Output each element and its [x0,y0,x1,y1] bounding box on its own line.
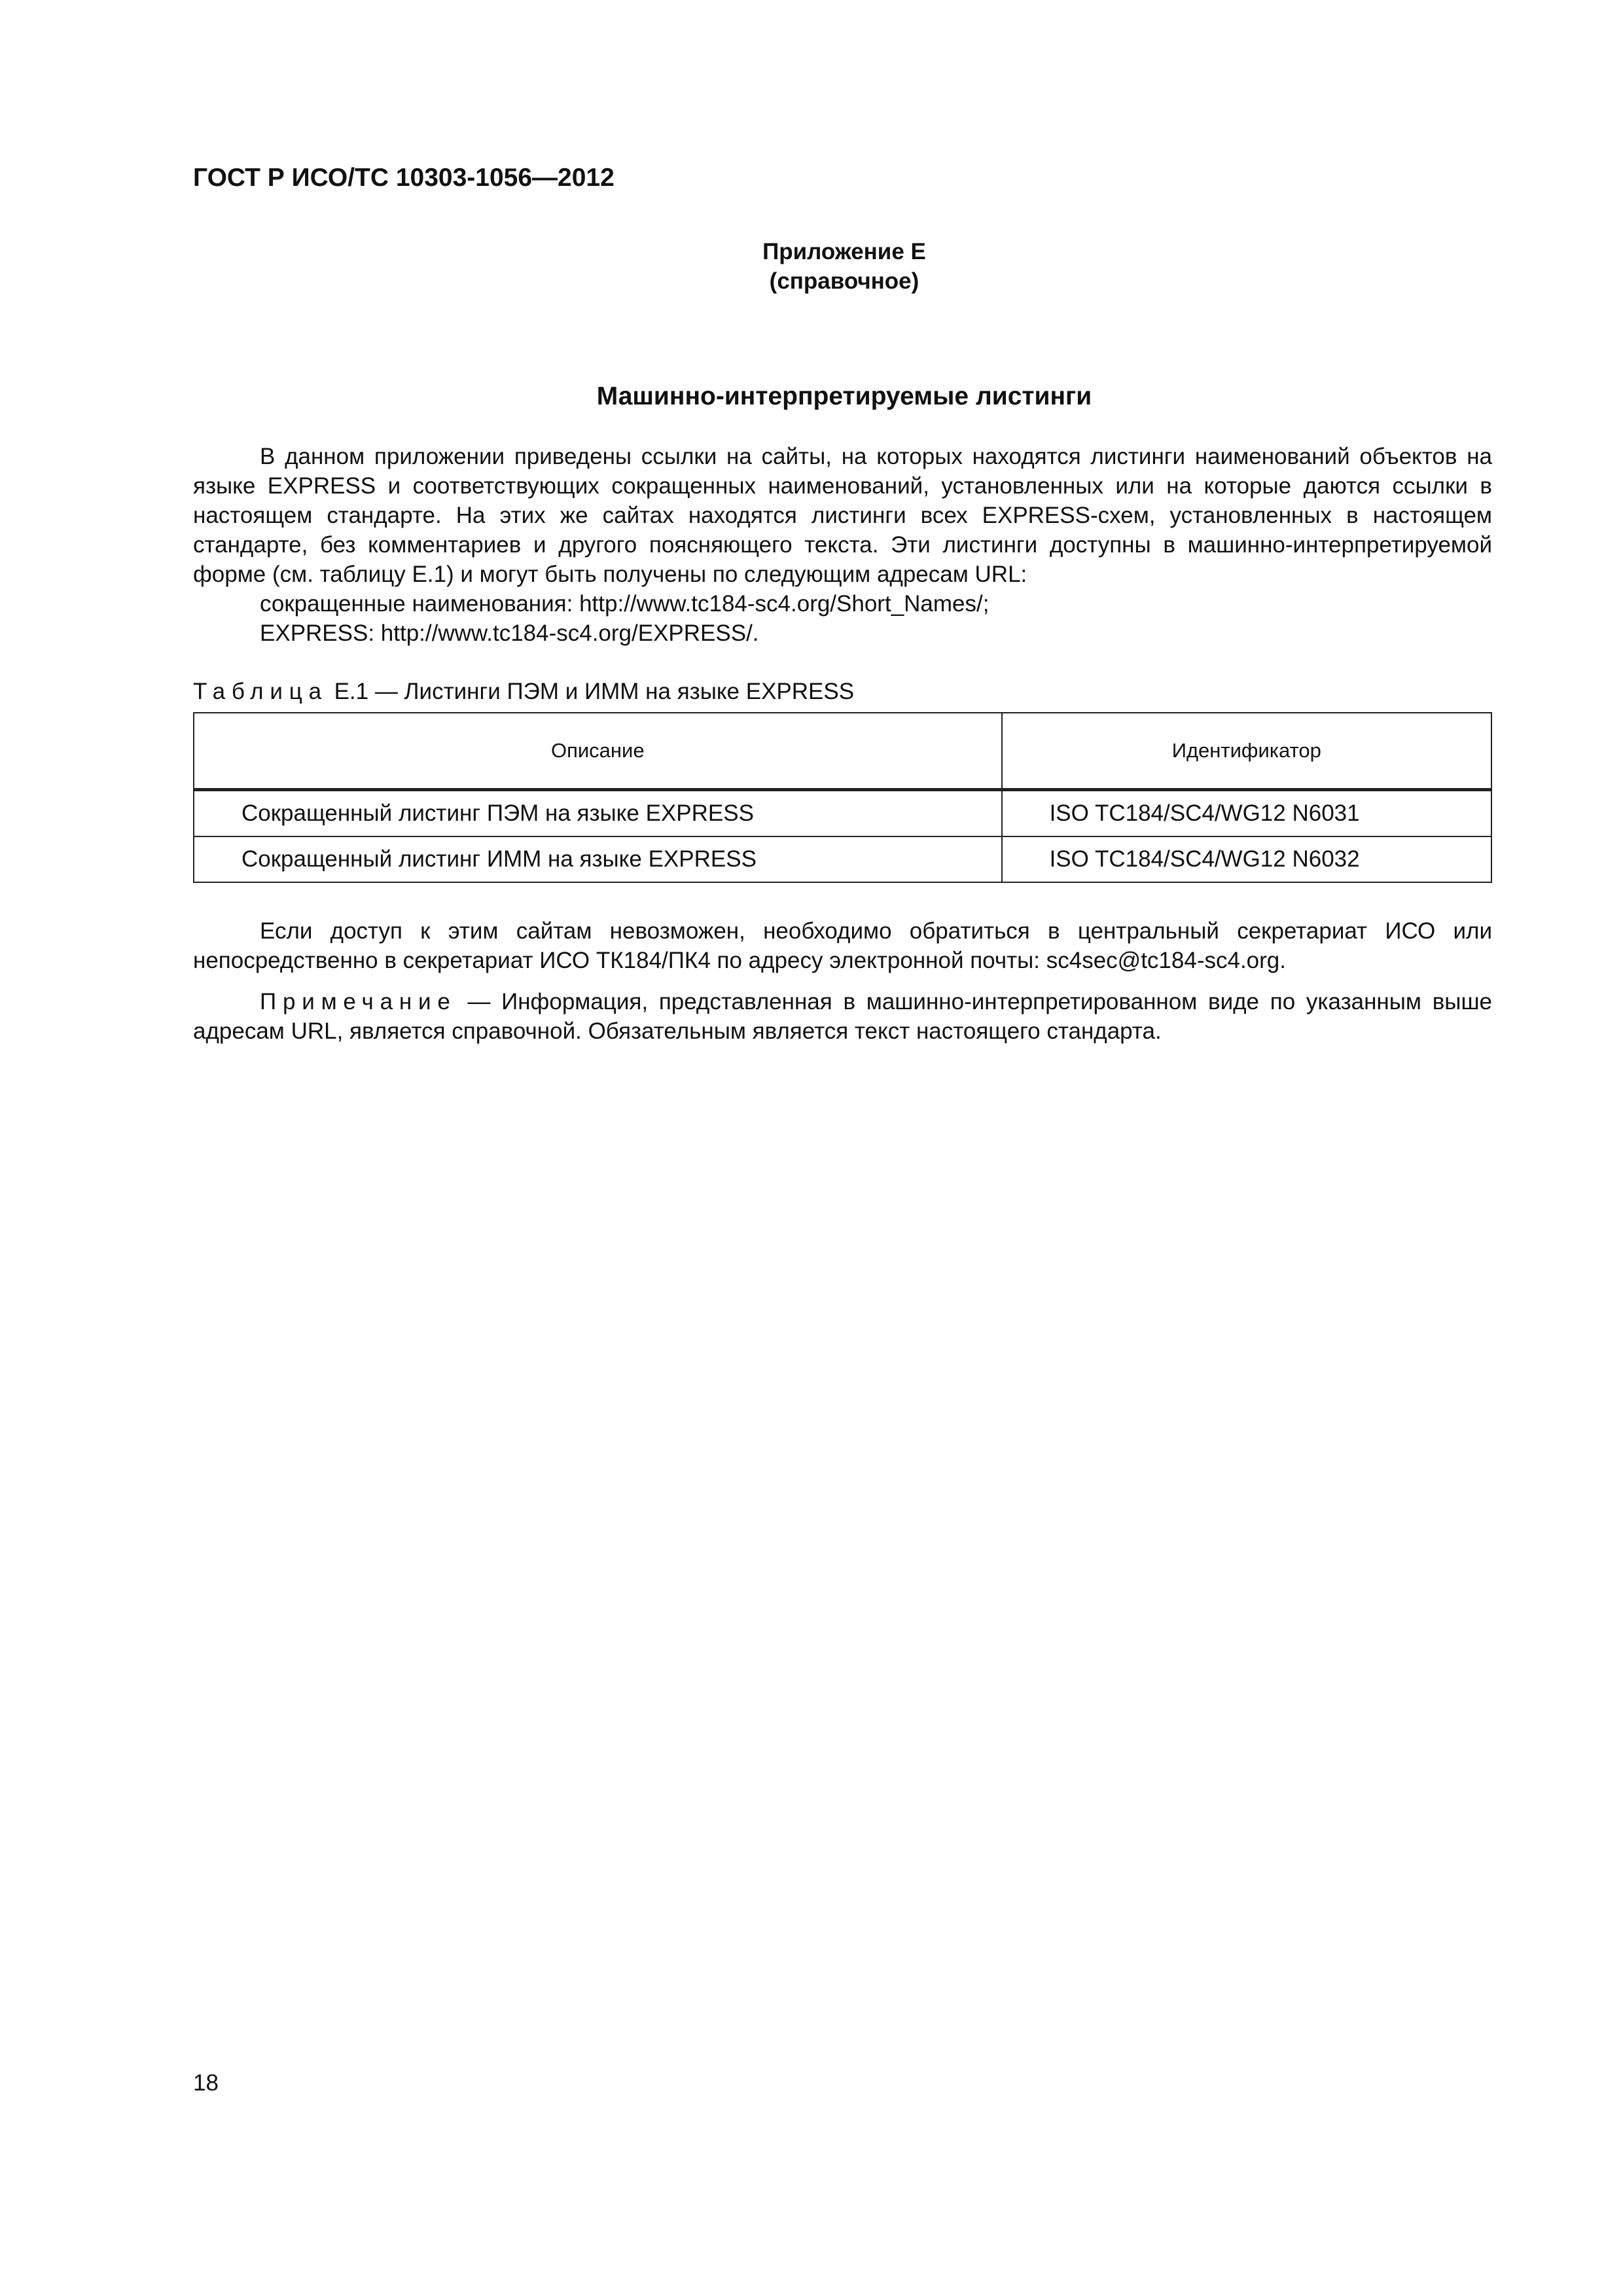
table-row [194,836,1491,882]
document-code: ГОСТ Р ИСО/ТС 10303-1056—2012 [193,164,615,192]
cell-description: Сокращенный листинг ПЭМ на языке EXPRESS [194,790,1002,837]
listing-table [193,712,1492,883]
cell-identifier: ISO TC184/SC4/WG12 N6031 [1002,790,1491,837]
section-title: Машинно-интерпретируемые листинги [596,382,1092,410]
cell-identifier: ISO TC184/SC4/WG12 N6032 [1002,836,1491,882]
url-express: EXPRESS: http://www.tc184-sc4.org/EXPRESS/. [260,620,759,646]
access-paragraph: Если доступ к этим сайтам невозможен, необходимо обратиться в центральный секретариат ИСО или непосредственно в секретариат ИСО ТК184/ПК4 по адресу электронной почты: sc4sec@tc184-sc4.org. [193,918,1492,973]
note-label: Примечание [260,989,457,1014]
table-caption-prefix: Таблица [193,679,328,704]
column-header-identifier: Идентификатор [1002,713,1491,790]
column-header-description: Описание [194,713,1002,790]
page-number: 18 [193,2070,219,2096]
annex-type: (справочное) [769,268,919,294]
url-short-names: сокращенные наименования: http://www.tc184-sc4.org/Short_Names/; [260,591,990,617]
cell-description: Сокращенный листинг ИММ на языке EXPRESS [194,836,1002,882]
table-caption [193,677,854,706]
table-row [194,790,1491,837]
note-text: — Информация, представленная в машинно-интерпретированном виде по указанным выше адресам URL, является справочной. Обязательным является текст настоящего стандарта. [193,989,1492,1044]
table-caption-text: Е.1 — Листинги ПЭМ и ИММ на языке EXPRESS [327,679,855,704]
note-paragraph [193,987,1492,1046]
intro-paragraph: В данном приложении приведены ссылки на сайты, на которых находятся листинги наименований объектов на языке EXPRESS и соответствующих сокращенных наименований, установленных или на которые даются ссылки в настоящем стандарте. На этих же сайтах находятся листинги всех EXPRESS-схем, установленных в настоящем стандарте, без комментариев и другого поясняющего текста. Эти листинги доступны в машинно-интерпретируемой форме (см. таблицу Е.1) и могут быть получены по следующим адресам URL: [193,444,1492,587]
table-header-row [194,713,1491,790]
annex-label: Приложение Е [762,239,926,264]
